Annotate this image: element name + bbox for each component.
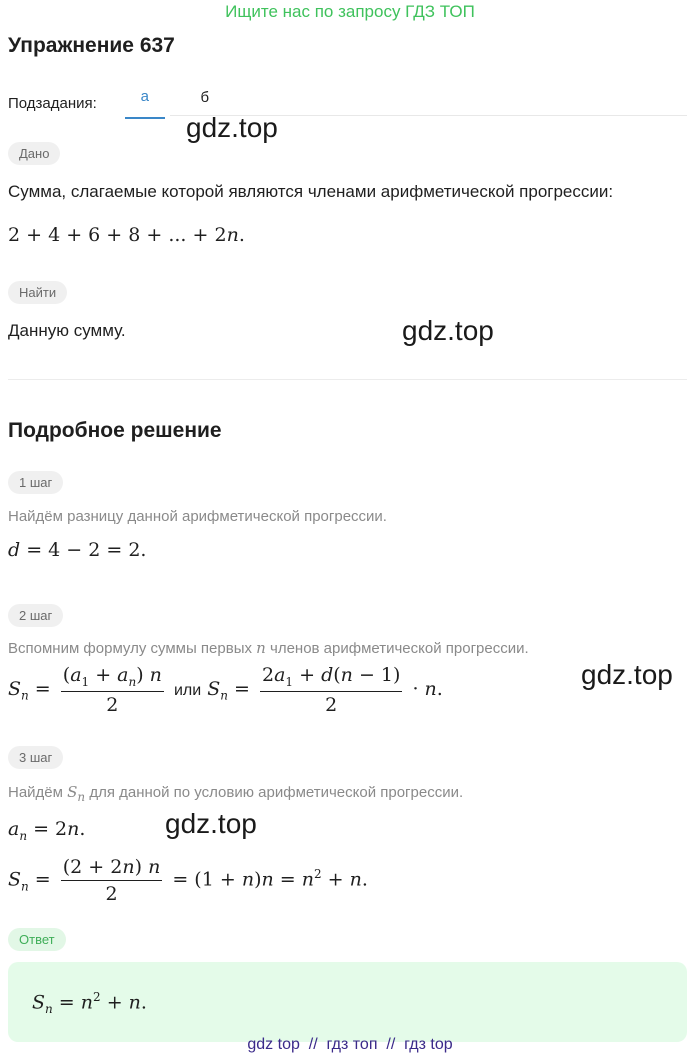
answer-pill: Ответ [8, 928, 66, 951]
step-3-text-var: S [67, 783, 78, 801]
step-1-formula: d = 4 − 2 = 2. [8, 539, 147, 561]
step-3-text-before: Найдём [8, 784, 63, 801]
answer-formula: $S_n = n^2 + n$. [32, 990, 147, 1017]
watermark: gdz.top [165, 808, 257, 839]
watermark: gdz.top [402, 315, 494, 346]
step-2-text-before: Вспомним формулу суммы первых [8, 640, 252, 657]
step-2-pill: 2 шаг [8, 604, 63, 627]
formula-connector: или [173, 681, 202, 699]
step-3-text [8, 783, 463, 804]
page-title: Упражнение 637 [8, 34, 175, 57]
find-text: Данную сумму. [8, 321, 126, 340]
step-3-formula-2: $S_n$ = $\frac{(2 + 2n) n}{2}$ = $(1 + n)n = n^2 + n$. [8, 856, 368, 905]
step-3-formula-1: $a_n = 2n$. [8, 818, 86, 843]
step-3-text-after: для данной по условию арифметической прогрессии. [89, 784, 464, 801]
step-2-text-var: n [256, 639, 266, 657]
footer-links[interactable]: gdz top // гдз топ // гдз top [247, 1036, 453, 1053]
subtask-tab-a[interactable]: а [125, 88, 165, 119]
given-text: Сумма, слагаемые которой являются членами арифметической прогрессии: [8, 182, 614, 201]
subtask-tab-b[interactable]: б [200, 89, 210, 106]
step-2-formula: $S_n$ = $\frac{(a_1 + a_n) n}{2}$ или $S_n$ = $\frac{2a_1 + d(n - 1)}{2}$ · n. [8, 664, 443, 716]
subtasks-label: Подзадания: [8, 95, 97, 112]
step-2-text [8, 639, 529, 657]
find-pill: Найти [8, 281, 67, 304]
promo-banner: Ищите нас по запросу ГДЗ ТОП [225, 2, 475, 21]
step-3-text-var-sub: n [77, 790, 86, 804]
step-3-pill: 3 шаг [8, 746, 63, 769]
step-1-text: Найдём разницу данной арифметической прогрессии. [8, 508, 387, 525]
watermark: gdz.top [186, 112, 278, 143]
section-divider [8, 379, 687, 380]
step-2-text-after: членов арифметической прогрессии. [270, 640, 529, 657]
given-pill: Дано [8, 142, 60, 165]
given-formula: 2 + 4 + 6 + 8 + ... + 2n. [8, 224, 245, 246]
step-1-pill: 1 шаг [8, 471, 63, 494]
watermark: gdz.top [581, 659, 673, 690]
solution-heading: Подробное решение [8, 419, 222, 442]
